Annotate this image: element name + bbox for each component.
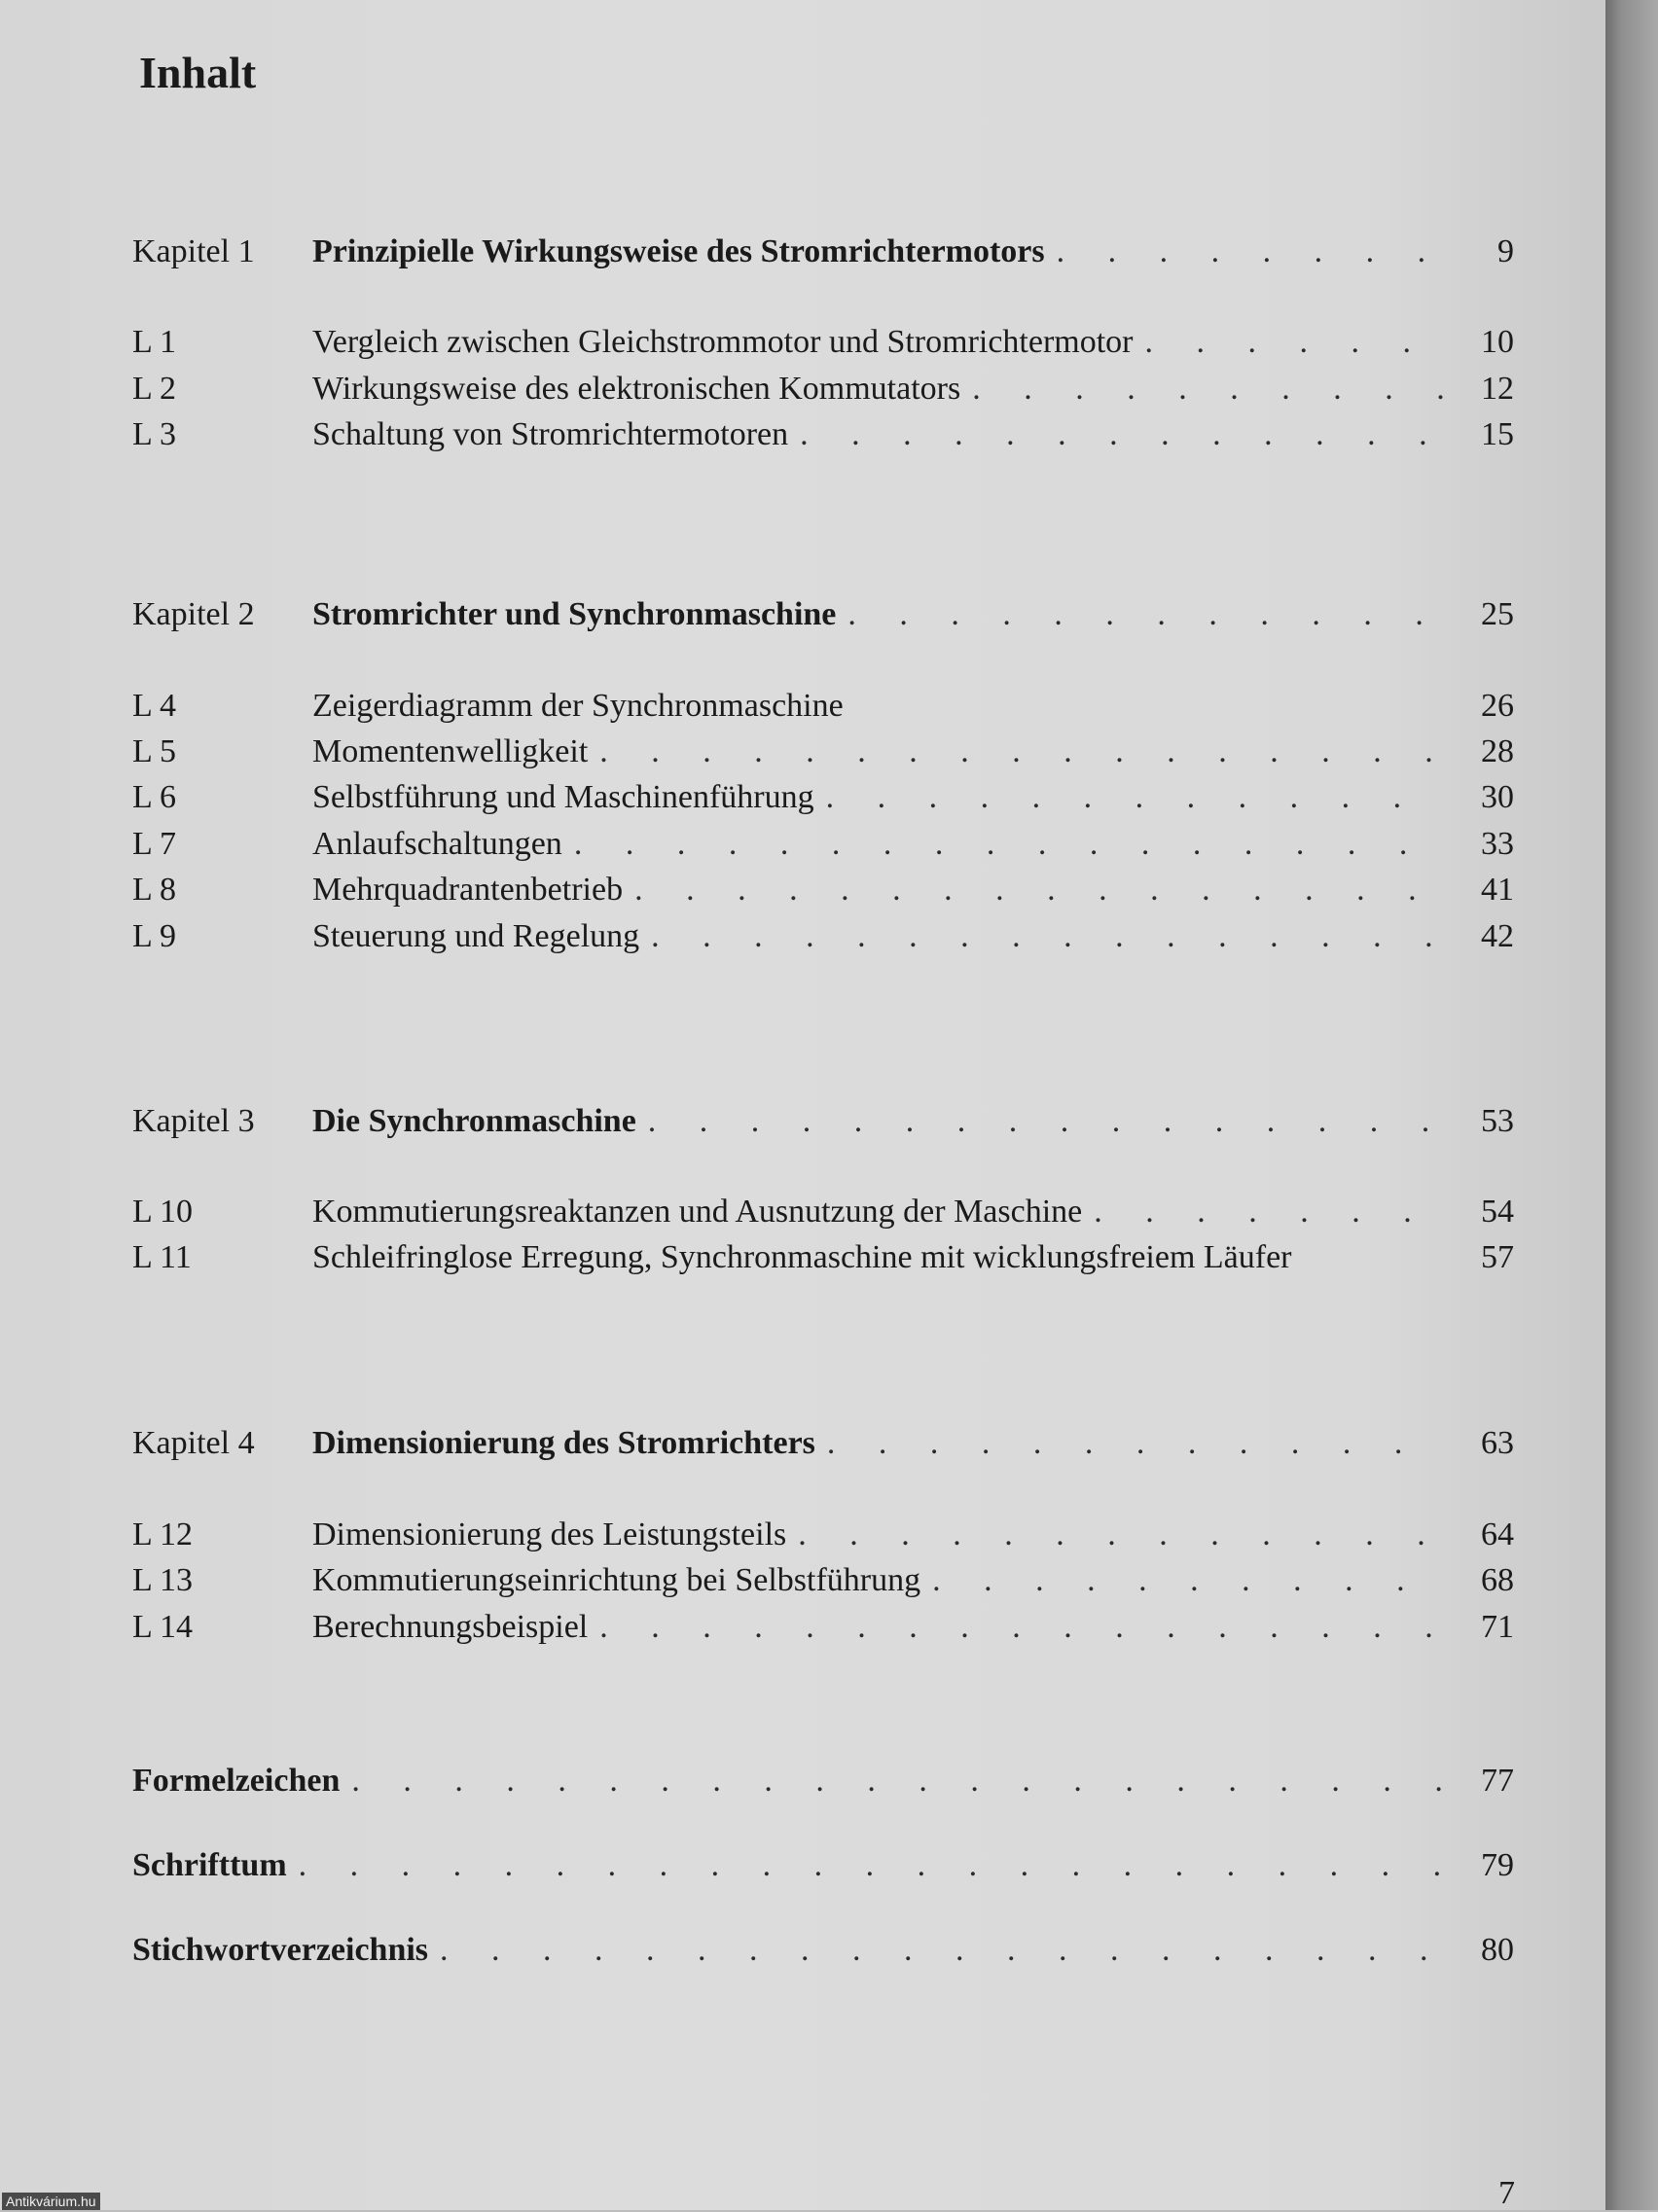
page-number: 28 [1481, 733, 1514, 769]
lesson-number: L 8 [132, 872, 177, 908]
appendix-title: Stichwortverzeichnis [132, 1932, 429, 1968]
lesson-title: Anlaufschaltungen [312, 826, 562, 862]
watermark: Antikvárium.hu [2, 2193, 100, 2210]
dot-leader [599, 727, 1444, 777]
lesson-row [132, 1510, 1514, 1560]
dot-leader [299, 1840, 1444, 1891]
lesson-row [132, 410, 1514, 460]
dot-leader [847, 589, 1444, 640]
page-number: 41 [1481, 872, 1514, 908]
dot-leader [798, 1510, 1444, 1560]
page-number: 68 [1481, 1562, 1514, 1598]
lesson-number: L 7 [132, 826, 177, 862]
lesson-row [132, 1602, 1514, 1653]
dot-leader [648, 1096, 1444, 1147]
dot-leader [574, 819, 1444, 870]
page-number: 12 [1481, 371, 1514, 407]
page-number: 64 [1481, 1516, 1514, 1552]
lesson-number: L 13 [132, 1562, 194, 1598]
lesson-row [132, 1232, 1514, 1283]
lesson-number: L 6 [132, 779, 177, 815]
folio-page-number: 7 [1498, 2175, 1515, 2211]
page-title: Inhalt [139, 48, 257, 97]
chapter-label: Kapitel 4 [132, 1425, 255, 1461]
appendix-row [132, 1925, 1514, 1976]
chapter-label: Kapitel 1 [132, 233, 255, 269]
chapter-row [132, 1096, 1514, 1147]
page-number: 54 [1481, 1194, 1514, 1230]
lesson-title: Dimensionierung des Leistungsteils [312, 1516, 787, 1552]
book-page-edge [1605, 0, 1658, 2210]
lesson-row [132, 1555, 1514, 1606]
page-number: 26 [1481, 688, 1514, 724]
page-number: 30 [1481, 779, 1514, 815]
page-number: 33 [1481, 826, 1514, 862]
dot-leader [1094, 1187, 1444, 1237]
lesson-number: L 10 [132, 1194, 194, 1230]
lesson-title: Selbstführung und Maschinenführung [312, 779, 814, 815]
chapter-title: Prinzipielle Wirkungsweise des Stromrichtermotors [312, 233, 1045, 269]
page-number: 63 [1481, 1425, 1514, 1461]
page-number: 71 [1481, 1609, 1514, 1645]
dot-leader [440, 1925, 1444, 1976]
chapter-label: Kapitel 3 [132, 1103, 255, 1139]
lesson-row [132, 681, 1514, 731]
page-number: 53 [1481, 1103, 1514, 1139]
lesson-title: Kommutierungseinrichtung bei Selbstführung [312, 1562, 921, 1598]
dot-leader [800, 410, 1444, 460]
lesson-number: L 12 [132, 1516, 194, 1552]
lesson-number: L 1 [132, 324, 177, 360]
chapter-title: Die Synchronmaschine [312, 1103, 636, 1139]
lesson-row [132, 1187, 1514, 1237]
lesson-number: L 9 [132, 918, 177, 954]
lesson-row [132, 865, 1514, 915]
lesson-row [132, 364, 1514, 414]
appendix-row [132, 1840, 1514, 1891]
appendix-title: Schrifttum [132, 1847, 287, 1883]
page-number: 42 [1481, 918, 1514, 954]
dot-leader [826, 772, 1444, 823]
appendix-title: Formelzeichen [132, 1763, 341, 1799]
appendix-row [132, 1756, 1514, 1806]
page-number: 80 [1481, 1932, 1514, 1968]
dot-leader [1145, 317, 1444, 368]
lesson-number: L 3 [132, 416, 177, 452]
lesson-number: L 11 [132, 1239, 192, 1275]
dot-leader [351, 1756, 1444, 1806]
dot-leader [599, 1602, 1444, 1653]
page-number: 10 [1481, 324, 1514, 360]
chapter-row [132, 1418, 1514, 1469]
lesson-row [132, 317, 1514, 368]
page-number: 77 [1481, 1763, 1514, 1799]
page-number: 25 [1481, 596, 1514, 632]
lesson-title: Schleifringlose Erregung, Synchronmaschine mit wicklungsfreiem Läufer [312, 1239, 1292, 1275]
lesson-number: L 5 [132, 733, 177, 769]
lesson-row [132, 911, 1514, 962]
page-number: 9 [1497, 233, 1514, 269]
lesson-title: Steuerung und Regelung [312, 918, 640, 954]
dot-leader [651, 911, 1444, 962]
lesson-number: L 2 [132, 371, 177, 407]
page-number: 15 [1481, 416, 1514, 452]
lesson-title: Schaltung von Stromrichtermotoren [312, 416, 789, 452]
lesson-row [132, 727, 1514, 777]
lesson-title: Wirkungsweise des elektronischen Kommutators [312, 371, 961, 407]
chapter-row [132, 227, 1514, 277]
page-number: 79 [1481, 1847, 1514, 1883]
lesson-title: Zeigerdiagramm der Synchronmaschine [312, 688, 844, 724]
lesson-number: L 14 [132, 1609, 194, 1645]
dot-leader [634, 865, 1444, 915]
chapter-label: Kapitel 2 [132, 596, 255, 632]
dot-leader [827, 1418, 1444, 1469]
dot-leader [932, 1555, 1444, 1606]
page-number: 57 [1481, 1239, 1514, 1275]
chapter-title: Stromrichter und Synchronmaschine [312, 596, 837, 632]
lesson-row [132, 819, 1514, 870]
lesson-title: Momentenwelligkeit [312, 733, 589, 769]
lesson-title: Mehrquadrantenbetrieb [312, 872, 624, 908]
lesson-title: Vergleich zwischen Gleichstrommotor und Stromrichtermotor [312, 324, 1134, 360]
chapter-title: Dimensionierung des Stromrichters [312, 1425, 815, 1461]
lesson-number: L 4 [132, 688, 177, 724]
lesson-title: Kommutierungsreaktanzen und Ausnutzung der Maschine [312, 1194, 1083, 1230]
dot-leader [972, 364, 1444, 414]
chapter-row [132, 589, 1514, 640]
lesson-row [132, 772, 1514, 823]
lesson-title: Berechnungsbeispiel [312, 1609, 589, 1645]
dot-leader [1057, 227, 1444, 277]
